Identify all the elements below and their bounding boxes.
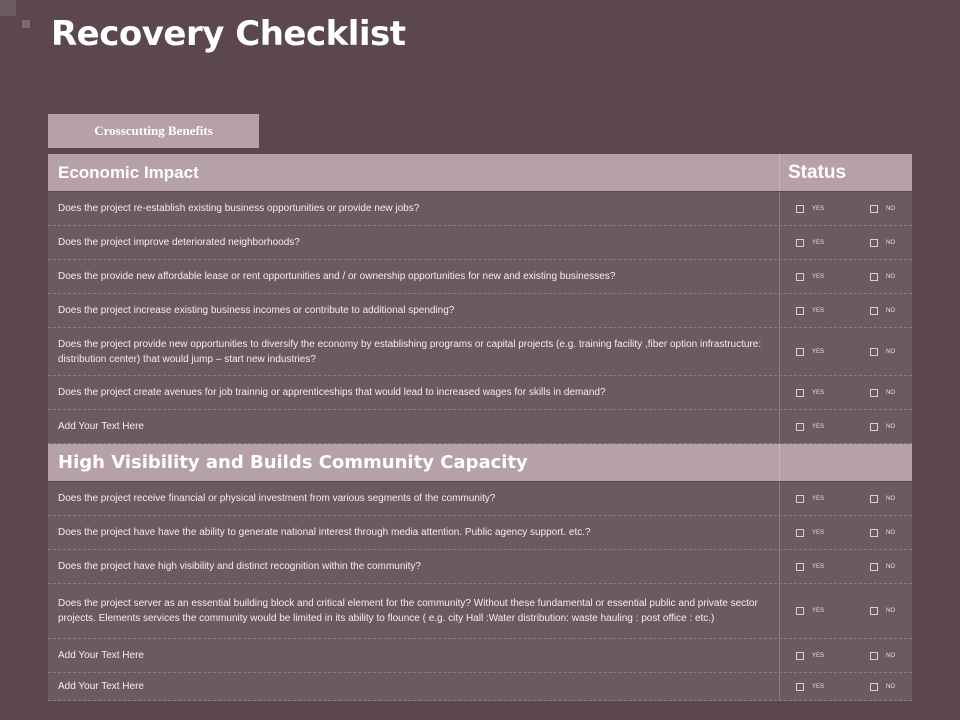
yes-option[interactable]: [796, 348, 824, 356]
no-checkbox[interactable]: [870, 495, 878, 503]
no-checkbox[interactable]: [870, 239, 878, 247]
no-checkbox[interactable]: [870, 607, 878, 615]
no-checkbox[interactable]: [870, 389, 878, 397]
yes-option[interactable]: [796, 239, 824, 247]
status-cell: [779, 410, 912, 443]
no-option[interactable]: [870, 307, 895, 315]
no-option[interactable]: [870, 239, 895, 247]
no-label: NO: [886, 273, 895, 280]
checklist-row: [48, 482, 912, 516]
section-heading: Economic Impact: [58, 162, 199, 182]
question-text: Does the project increase existing business incomes or contribute to additional spending?: [58, 305, 455, 316]
yes-checkbox[interactable]: [796, 607, 804, 615]
no-checkbox[interactable]: [870, 563, 878, 571]
no-checkbox[interactable]: [870, 273, 878, 281]
corner-decoration-small: [22, 20, 30, 28]
no-option[interactable]: [870, 495, 895, 503]
checklist-row: [48, 550, 912, 584]
checklist-row: [48, 410, 912, 444]
no-option[interactable]: [870, 683, 895, 691]
section-header-high-visibility: [48, 444, 912, 482]
checklist-row: [48, 260, 912, 294]
yes-label: YES: [812, 529, 825, 536]
yes-option[interactable]: [796, 607, 824, 615]
no-option[interactable]: [870, 652, 895, 660]
checklist-row: [48, 294, 912, 328]
yes-checkbox[interactable]: [796, 529, 804, 537]
status-cell: [779, 639, 912, 672]
yes-option[interactable]: [796, 495, 824, 503]
no-option[interactable]: [870, 563, 895, 571]
question-text: Add Your Text Here: [58, 421, 144, 432]
yes-label: YES: [812, 563, 825, 570]
question-text: Does the provide new affordable lease or rent opportunities and / or ownership opportunities for new and existing businesses?: [58, 271, 616, 282]
yes-checkbox[interactable]: [796, 495, 804, 503]
yes-checkbox[interactable]: [796, 273, 804, 281]
yes-checkbox[interactable]: [796, 389, 804, 397]
no-option[interactable]: [870, 423, 895, 431]
question-text: Does the project provide new opportunities to diversify the economy by establishing programs or capital projects (e.g. training facility ,fiber option infrastructure: distribution center) that would jump – start new industries?: [58, 338, 762, 365]
section-header-economic-impact: [48, 154, 912, 192]
no-checkbox[interactable]: [870, 652, 878, 660]
status-cell: [779, 673, 912, 700]
no-checkbox[interactable]: [870, 205, 878, 213]
no-label: NO: [886, 423, 895, 430]
no-label: NO: [886, 529, 895, 536]
status-cell: [779, 584, 912, 638]
yes-checkbox[interactable]: [796, 683, 804, 691]
yes-label: YES: [812, 423, 825, 430]
yes-checkbox[interactable]: [796, 423, 804, 431]
no-label: NO: [886, 348, 895, 355]
yes-option[interactable]: [796, 273, 824, 281]
yes-label: YES: [812, 389, 825, 396]
no-checkbox[interactable]: [870, 683, 878, 691]
yes-option[interactable]: [796, 389, 824, 397]
no-label: NO: [886, 307, 895, 314]
no-label: NO: [886, 239, 895, 246]
no-option[interactable]: [870, 273, 895, 281]
status-heading-empty: [779, 444, 912, 481]
no-label: NO: [886, 389, 895, 396]
no-label: NO: [886, 652, 895, 659]
yes-label: YES: [812, 307, 825, 314]
checklist-table: [48, 154, 912, 701]
checklist-row: [48, 192, 912, 226]
no-option[interactable]: [870, 389, 895, 397]
no-label: NO: [886, 683, 895, 690]
checklist-row: [48, 226, 912, 260]
yes-label: YES: [812, 205, 825, 212]
no-option[interactable]: [870, 607, 895, 615]
question-text: Does the project improve deteriorated neighborhoods?: [58, 237, 300, 248]
question-text: Add Your Text Here: [58, 650, 144, 661]
status-cell: [779, 516, 912, 549]
yes-option[interactable]: [796, 529, 824, 537]
no-checkbox[interactable]: [870, 307, 878, 315]
no-checkbox[interactable]: [870, 529, 878, 537]
no-checkbox[interactable]: [870, 423, 878, 431]
question-text: Does the project server as an essential building block and critical element for the community? Without these fundamental or essential public and private sector projects. Elements services the community would be limited in its ability to flounce ( e.g. city Hall :Water distribution: waste hauling : post office : etc.): [58, 598, 758, 624]
checklist-row: [48, 584, 912, 639]
tab-crosscutting-benefits[interactable]: Crosscutting Benefits: [48, 114, 259, 148]
yes-label: YES: [812, 239, 825, 246]
status-cell: [779, 550, 912, 583]
no-option[interactable]: [870, 529, 895, 537]
status-heading: Status: [779, 154, 912, 191]
no-label: NO: [886, 563, 895, 570]
page-title: Recovery Checklist: [51, 14, 406, 54]
no-option[interactable]: [870, 205, 895, 213]
section-heading: High Visibility and Builds Community Capacity: [58, 452, 528, 473]
status-cell: [779, 328, 912, 375]
status-cell: [779, 226, 912, 259]
no-label: NO: [886, 495, 895, 502]
yes-label: YES: [812, 495, 825, 502]
no-checkbox[interactable]: [870, 348, 878, 356]
question-text: Does the project re-establish existing business opportunities or provide new jobs?: [58, 203, 420, 214]
checklist-row: [48, 516, 912, 550]
no-label: NO: [886, 608, 895, 614]
question-text: Does the project create avenues for job trainnig or apprenticeships that would lead to increased wages for skills in demand?: [58, 387, 606, 398]
yes-label: YES: [812, 273, 825, 280]
yes-option[interactable]: [796, 205, 824, 213]
yes-option[interactable]: [796, 423, 824, 431]
yes-label: YES: [812, 652, 825, 659]
yes-checkbox[interactable]: [796, 239, 804, 247]
yes-option[interactable]: [796, 563, 824, 571]
status-cell: [779, 294, 912, 327]
checklist-row: [48, 673, 912, 701]
checklist-row: [48, 639, 912, 673]
yes-label: YES: [812, 683, 825, 690]
yes-option[interactable]: [796, 652, 824, 660]
question-text: Add Your Text Here: [58, 681, 144, 692]
yes-checkbox[interactable]: [796, 307, 804, 315]
yes-checkbox[interactable]: [796, 563, 804, 571]
yes-option[interactable]: [796, 307, 824, 315]
status-cell: [779, 192, 912, 225]
no-label: NO: [886, 205, 895, 212]
yes-option[interactable]: [796, 683, 824, 691]
yes-checkbox[interactable]: [796, 652, 804, 660]
yes-checkbox[interactable]: [796, 348, 804, 356]
yes-checkbox[interactable]: [796, 205, 804, 213]
status-cell: [779, 376, 912, 409]
no-option[interactable]: [870, 348, 895, 356]
question-text: Does the project have have the ability to generate national interest through media attention. Public agency support. etc.?: [58, 527, 591, 538]
checklist-row: [48, 376, 912, 410]
question-text: Does the project receive financial or physical investment from various segments of the community?: [58, 493, 496, 504]
question-text: Does the project have high visibility and distinct recognition within the community?: [58, 561, 421, 572]
yes-label: YES: [812, 348, 825, 355]
status-cell: [779, 482, 912, 515]
checklist-row: [48, 328, 912, 376]
yes-label: YES: [812, 608, 825, 614]
status-cell: [779, 260, 912, 293]
corner-decoration-large: [0, 0, 16, 16]
